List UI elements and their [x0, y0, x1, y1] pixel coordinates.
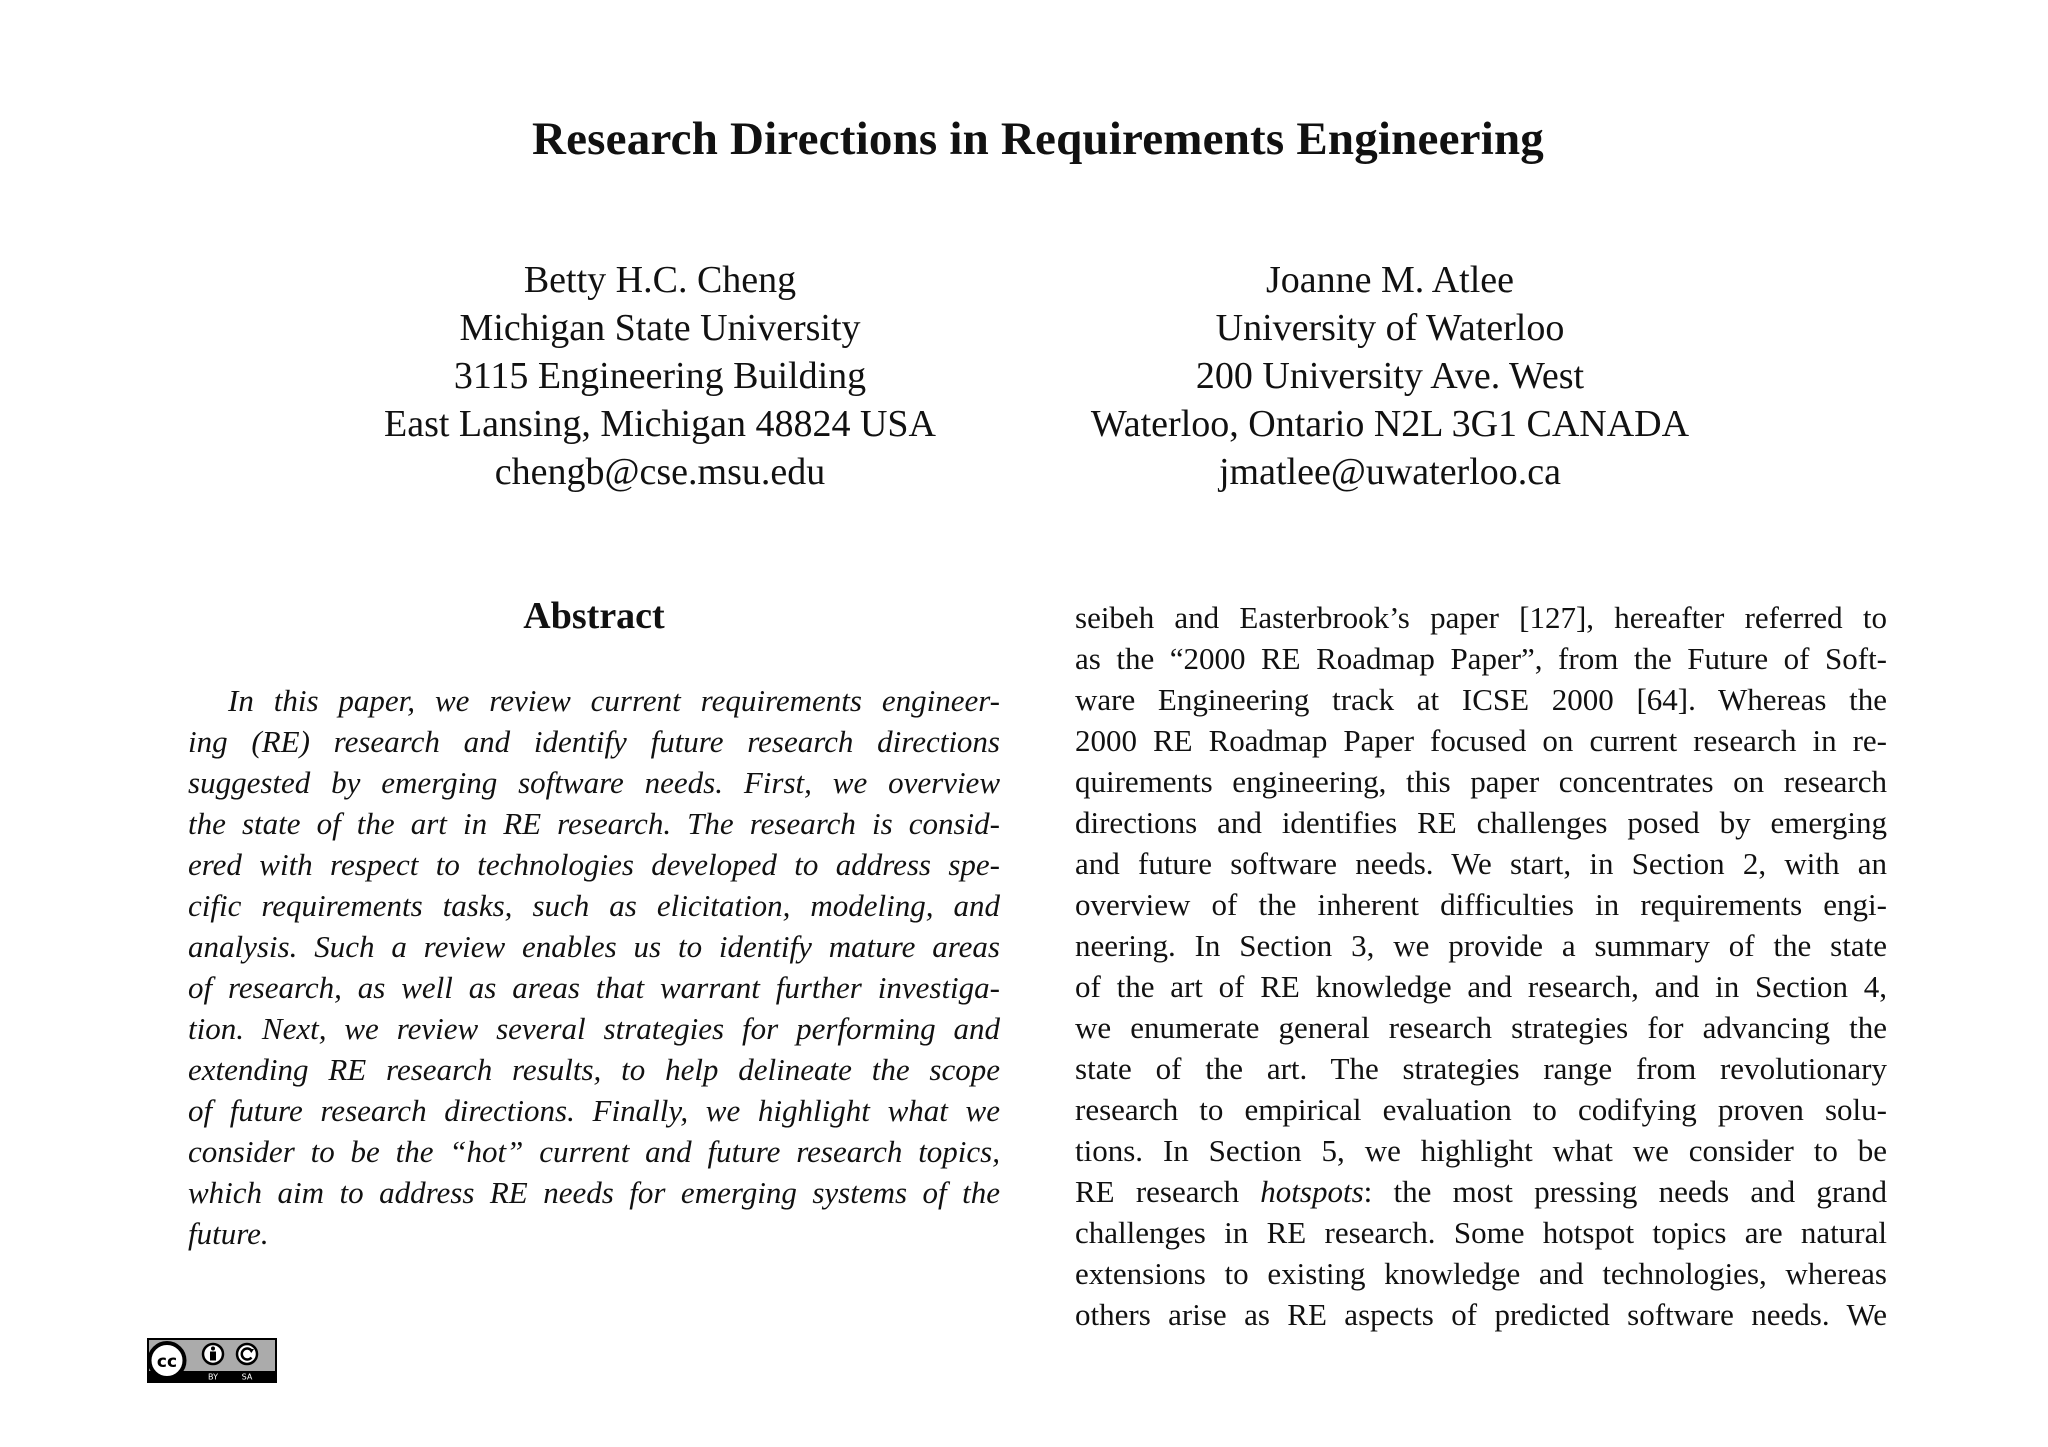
intro-text-segment: RE research	[1075, 1174, 1261, 1209]
abstract-line: extending RE research results, to help delineate the scope	[188, 1052, 1000, 1087]
sa-label: SA	[241, 1372, 253, 1382]
author-email: jmatlee@uwaterloo.ca	[1219, 451, 1561, 493]
abstract-line: cific requirements tasks, such as elicitation, modeling, and	[188, 888, 1000, 923]
author-name: Betty H.C. Cheng	[523, 259, 797, 301]
author-email: chengb@cse.msu.edu	[494, 451, 826, 493]
hotspots-emphasis: hotspots	[1260, 1174, 1364, 1209]
author-affiliation: Michigan State University	[459, 307, 861, 349]
intro-line: tions. In Section 5, we highlight what we consider to be	[1075, 1133, 1887, 1168]
intro-line: of the art of RE knowledge and research, and in Section 4,	[1075, 969, 1887, 1004]
intro-line: extensions to existing knowledge and technologies, whereas	[1075, 1256, 1887, 1291]
introduction-column	[1075, 597, 1887, 1335]
intro-line: and future software needs. We start, in Section 2, with an	[1075, 846, 1887, 881]
author-affiliation: University of Waterloo	[1215, 307, 1565, 349]
intro-line: as the “2000 RE Roadmap Paper”, from the Future of Soft-	[1075, 641, 1887, 676]
intro-line: seibeh and Easterbrook’s paper [127], hereafter referred to	[1075, 600, 1887, 635]
abstract-line: of future research directions. Finally, we highlight what we	[188, 1093, 1000, 1128]
abstract-line: ered with respect to technologies developed to address spe-	[188, 847, 1000, 882]
paper-title: Research Directions in Requirements Engineering	[531, 113, 1544, 165]
abstract-body	[188, 680, 1000, 1254]
intro-line: directions and identifies RE challenges posed by emerging	[1075, 805, 1887, 840]
cc-mark: cc	[156, 1352, 178, 1372]
abstract-line: suggested by emerging software needs. First, we overview	[188, 765, 1000, 800]
author-address-line: 200 University Ave. West	[1195, 355, 1585, 397]
abstract-line: the state of the art in RE research. The research is consid-	[188, 806, 1000, 841]
author-name: Joanne M. Atlee	[1265, 259, 1514, 301]
abstract-line: future.	[188, 1216, 269, 1251]
abstract-line: tion. Next, we review several strategies for performing and	[188, 1011, 1000, 1046]
abstract-line: which aim to address RE needs for emerging systems of the	[188, 1175, 1000, 1210]
intro-line: quirements engineering, this paper concentrates on research	[1075, 764, 1887, 799]
abstract-line: of research, as well as areas that warrant further investiga-	[188, 970, 1000, 1005]
intro-line: ware Engineering track at ICSE 2000 [64]. Whereas the	[1075, 682, 1887, 717]
abstract-line: ing (RE) research and identify future research directions	[188, 724, 1000, 759]
intro-line: state of the art. The strategies range from revolutionary	[1075, 1051, 1887, 1086]
abstract-line: In this paper, we review current requirements engineer-	[228, 683, 1000, 718]
author-block-atlee	[1030, 256, 1750, 496]
abstract-heading: Abstract	[523, 595, 665, 637]
intro-line: challenges in RE research. Some hotspot topics are natural	[1075, 1215, 1887, 1250]
intro-line: we enumerate general research strategies for advancing the	[1075, 1010, 1887, 1045]
author-address-line: Waterloo, Ontario N2L 3G1 CANADA	[1090, 403, 1690, 445]
author-address-line: 3115 Engineering Building	[453, 355, 867, 397]
author-block-cheng	[300, 256, 1020, 496]
author-address-line: East Lansing, Michigan 48824 USA	[383, 403, 936, 445]
intro-line: others arise as RE aspects of predicted software needs. We	[1075, 1297, 1887, 1332]
intro-line: 2000 RE Roadmap Paper focused on current research in re-	[1075, 723, 1887, 758]
intro-line: neering. In Section 3, we provide a summary of the state	[1075, 928, 1887, 963]
intro-line: research to empirical evaluation to codifying proven solu-	[1075, 1092, 1887, 1127]
by-label: BY	[208, 1372, 218, 1382]
abstract-line: analysis. Such a review enables us to identify mature areas	[188, 929, 1000, 964]
creative-commons-by-sa-icon	[147, 1338, 277, 1383]
intro-line: overview of the inherent difficulties in requirements engi-	[1075, 887, 1887, 922]
intro-text-segment: : the most pressing needs and grand	[1363, 1174, 1887, 1209]
abstract-line: consider to be the “hot” current and future research topics,	[188, 1134, 1000, 1169]
intro-line-hotspots	[1075, 1171, 1887, 1212]
